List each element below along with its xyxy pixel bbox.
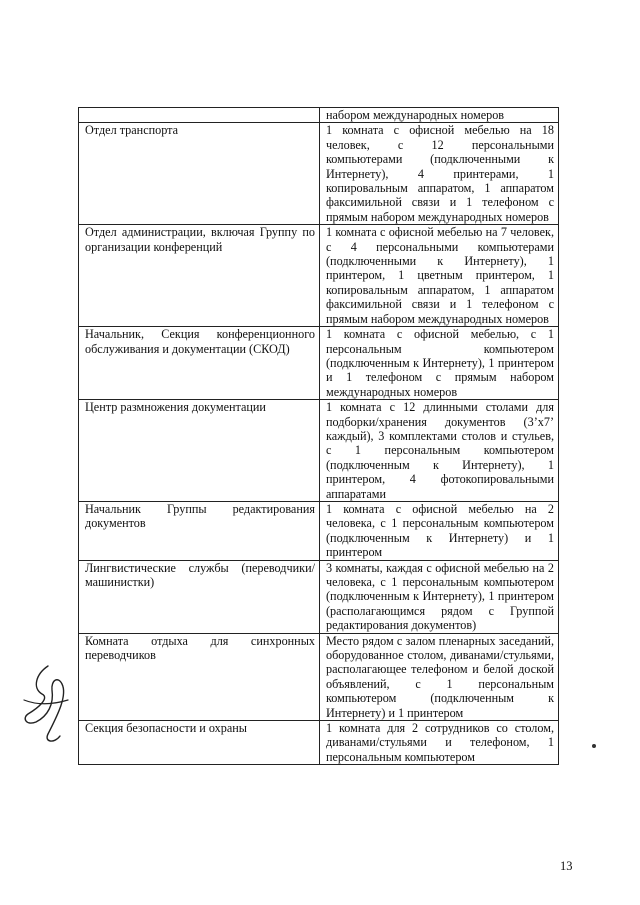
table-row (79, 501, 559, 560)
desc-cell: 3 комнаты, каждая с офисной мебелью на 2 человека, с 1 персональным компьютером (подключенным к Интернету), 1 принтером (располагающимся рядом с Группой редактирования документов) (320, 560, 559, 633)
dept-cell: Отдел транспорта (79, 123, 320, 225)
dept-cell: Комната отдыха для синхронных переводчиков (79, 633, 320, 720)
desc-cell: 1 комната с офисной мебелью на 2 человека, с 1 персональным компьютером (подключенным к Интернету) и 1 принтером (320, 501, 559, 560)
desc-cell: 1 комната с офисной мебелью на 18 человек, с 12 персональными компьютерами (подключенными к Интернету), 4 принтерами, 1 копировальным аппаратом, 1 аппаратом факсимильной связи и 1 телефоном с прямым набором международных номеров (320, 123, 559, 225)
desc-cell: Место рядом с залом пленарных заседаний, оборудованное столом, диванами/стульями, располагающее телефоном и белой доской объявлений, с 1 персональным компьютером (подключенным к Интернету) и 1 принтером (320, 633, 559, 720)
desc-cell: 1 комната с 12 длинными столами для подборки/хранения документов (3’x7’ каждый), 3 комплектами столов и стульев, с 1 персональным компьютером (подключенным к Интернету), 1 принтером, 4 фотокопировальными аппаратами (320, 400, 559, 502)
desc-cell: набором международных номеров (320, 108, 559, 123)
table-row (79, 123, 559, 225)
dept-cell: Лингвистические службы (переводчики/машинистки) (79, 560, 320, 633)
facilities-table (78, 107, 559, 765)
table-row (79, 400, 559, 502)
dept-cell: Секция безопасности и охраны (79, 721, 320, 765)
table-row (79, 721, 559, 765)
dept-cell (79, 108, 320, 123)
table-row (79, 225, 559, 327)
dept-cell: Отдел администрации, включая Группу по организации конференций (79, 225, 320, 327)
desc-cell: 1 комната для 2 сотрудников со столом, диванами/стульями и телефоном, 1 персональным компьютером (320, 721, 559, 765)
handwritten-initials (18, 660, 78, 750)
desc-cell: 1 комната с офисной мебелью, с 1 персональным компьютером (подключенным к Интернету), 1 принтером и 1 телефоном с прямым набором международных номеров (320, 327, 559, 400)
dept-cell: Центр размножения документации (79, 400, 320, 502)
page-number: 13 (560, 859, 573, 873)
table-row (79, 633, 559, 720)
table-row (79, 560, 559, 633)
table-row (79, 327, 559, 400)
table-row (79, 108, 559, 123)
stray-mark (592, 744, 596, 748)
desc-cell: 1 комната с офисной мебелью на 7 человек, с 4 персональными компьютерами (подключенными к Интернету), 1 принтером, 1 цветным принтером, 1 копировальным аппаратом, 1 аппаратом факсимильной связи и 1 телефоном с прямым набором международных номеров (320, 225, 559, 327)
dept-cell: Начальник Группы редактирования документов (79, 501, 320, 560)
dept-cell: Начальник, Секция конференционного обслуживания и документации (СКОД) (79, 327, 320, 400)
